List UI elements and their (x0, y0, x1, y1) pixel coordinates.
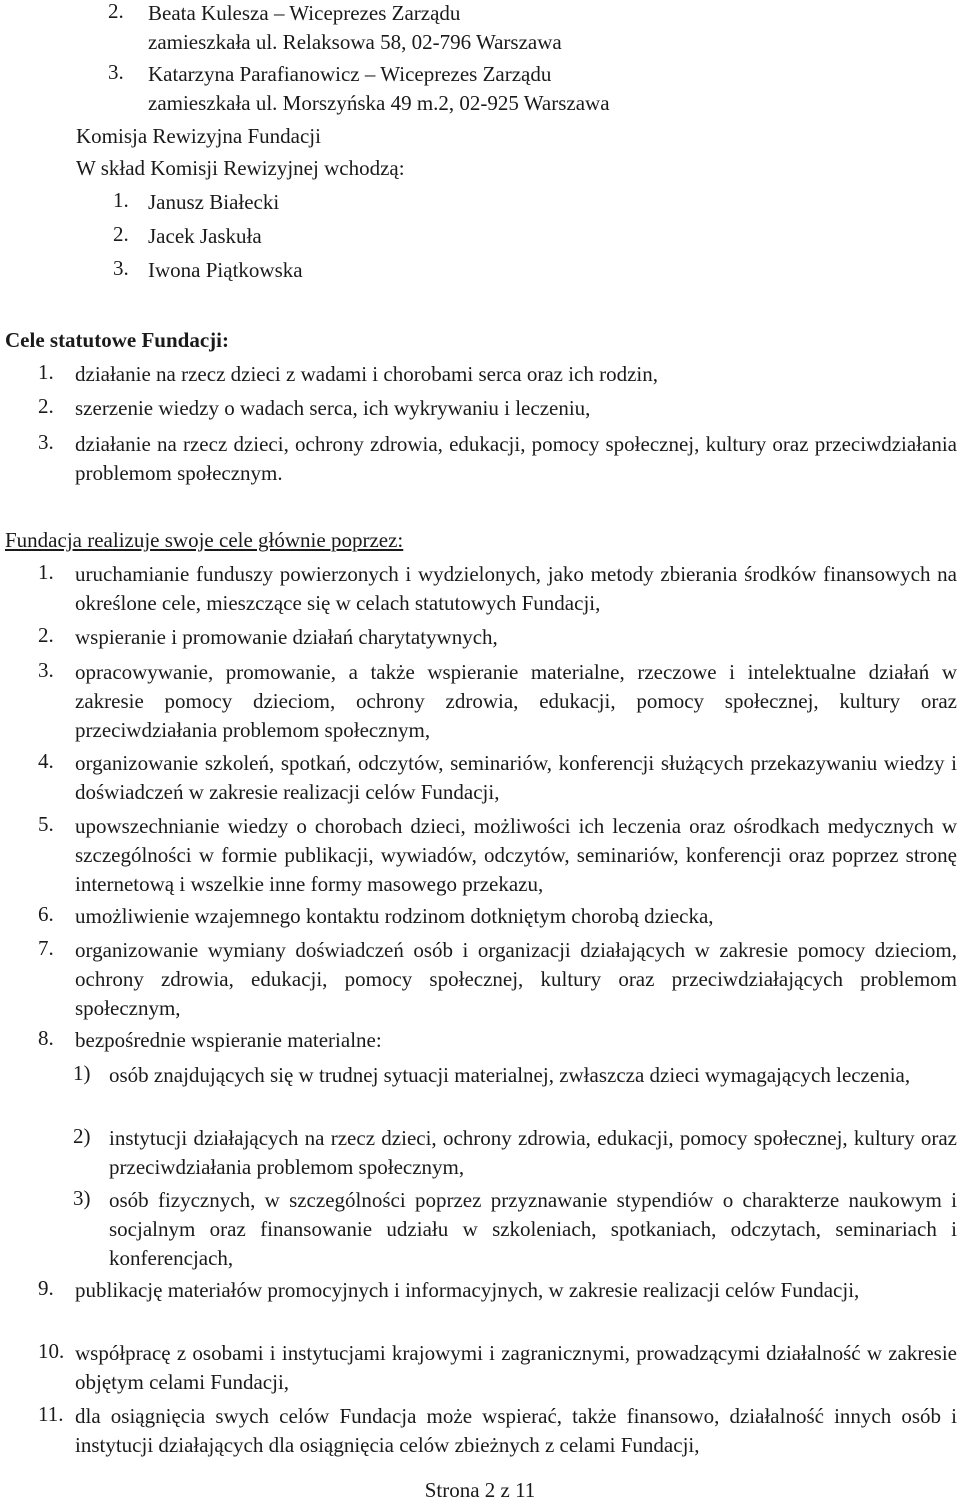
means-text: dla osiągnięcia swych celów Fundacja może wspierać, także finansowo, działalność innych osób i instytucji działających dla osiągnięcia celów zbieżnych z celami Fundacji, (75, 1404, 957, 1457)
goals-heading: Cele statutowe Fundacji: (5, 328, 229, 352)
audit-member-name: Iwona Piątkowska (148, 258, 303, 282)
means-text: upowszechnianie wiedzy o chorobach dzieci, możliwości ich leczenia oraz ośrodkach medycznych w szczególności w formie publikacji, wywiadów, odczytów, seminariów, konferencji oraz poprzez stronę internetową i wszelkie inne formy masowego przekazu, (75, 814, 957, 896)
means-text: współpracę z osobami i instytucjami krajowymi i zagranicznymi, prowadzącymi działalność w zakresie objętym celami Fundacji, (75, 1341, 957, 1394)
means-text: opracowywanie, promowanie, a także wspieranie materialne, rzeczowe i intelektualne działań w zakresie pomocy dzieciom, ochrony zdrowia, edukacji, pomocy społecznej, kultury oraz przeciwdziałania problemom społecznym, (75, 660, 957, 742)
list-number: 1. (113, 188, 129, 212)
means-heading: Fundacja realizuje swoje cele głównie poprzez: (5, 528, 404, 552)
goal-text: szerzenie wiedzy o wadach serca, ich wykrywaniu i leczeniu, (75, 396, 591, 420)
audit-committee-intro: W skład Komisji Rewizyjnej wchodzą: (76, 156, 405, 180)
list-number: 3) (73, 1186, 91, 1210)
list-number: 2. (38, 394, 54, 418)
list-number: 3. (38, 430, 54, 454)
goal-text: działanie na rzecz dzieci z wadami i chorobami serca oraz ich rodzin, (75, 362, 659, 386)
board-member-address: zamieszkała ul. Morszyńska 49 m.2, 02-925 Warszawa (148, 91, 610, 115)
list-number: 6. (38, 902, 54, 926)
board-member-name: Beata Kulesza – Wiceprezes Zarządu (148, 1, 461, 25)
list-number: 3. (113, 256, 129, 280)
goal-text: działanie na rzecz dzieci, ochrony zdrowia, edukacji, pomocy społecznej, kultury oraz przeciwdziałania problemom społecznym. (75, 432, 957, 485)
means-text: wspieranie i promowanie działań charytatywnych, (75, 625, 498, 649)
list-number: 4. (38, 749, 54, 773)
list-number: 2. (38, 623, 54, 647)
means-text: organizowanie szkoleń, spotkań, odczytów, seminariów, konferencji służących przekazywaniu wiedzy i doświadczeń w zakresie realizacji celów Fundacji, (75, 751, 957, 804)
means-text: bezpośrednie wspieranie materialne: (75, 1028, 382, 1052)
means-subtext: osób znajdujących się w trudnej sytuacji materialnej, zwłaszcza dzieci wymagających leczenia, (109, 1063, 911, 1087)
means-text: publikację materiałów promocyjnych i informacyjnych, w zakresie realizacji celów Fundacji, (75, 1278, 860, 1302)
list-number: 10. (38, 1339, 65, 1363)
list-number: 3. (108, 60, 124, 84)
list-number: 2. (113, 222, 129, 246)
means-text: uruchamianie funduszy powierzonych i wydzielonych, jako metody zbierania środków finansowych na określone cele, mieszczące się w celach statutowych Fundacji, (75, 562, 957, 615)
means-subtext: instytucji działających na rzecz dzieci, ochrony zdrowia, edukacji, pomocy społecznej, kultury oraz przeciwdziałania problemom społecznym, (109, 1126, 957, 1179)
list-number: 9. (38, 1276, 54, 1300)
list-number: 3. (38, 658, 54, 682)
board-member-name: Katarzyna Parafianowicz – Wiceprezes Zarządu (148, 62, 552, 86)
list-number: 8. (38, 1026, 54, 1050)
board-member-address: zamieszkała ul. Relaksowa 58, 02-796 Warszawa (148, 30, 562, 54)
means-text: organizowanie wymiany doświadczeń osób i organizacji działających w zakresie pomocy dzieciom, ochrony zdrowia, edukacji, pomocy społecznej, kultury oraz przeciwdziałających problemom społecznym, (75, 938, 957, 1020)
list-number: 5. (38, 812, 54, 836)
list-number: 2. (108, 0, 124, 23)
list-number: 1. (38, 360, 54, 384)
list-number: 2) (73, 1124, 91, 1148)
list-number: 11. (38, 1402, 64, 1426)
audit-member-name: Jacek Jaskuła (148, 224, 262, 248)
page-number-footer: Strona 2 z 11 (424, 1478, 536, 1502)
list-number: 7. (38, 936, 54, 960)
means-text: umożliwienie wzajemnego kontaktu rodzinom dotkniętym chorobą dziecka, (75, 904, 714, 928)
audit-member-name: Janusz Białecki (148, 190, 280, 214)
means-subtext: osób fizycznych, w szczególności poprzez przyznawanie stypendiów o charakterze naukowym i socjalnym oraz finansowanie udziału w szkoleniach, spotkaniach, odczytach, seminariach i konferencjach, (109, 1188, 957, 1270)
audit-committee-title: Komisja Rewizyjna Fundacji (76, 124, 321, 148)
list-number: 1) (73, 1061, 91, 1085)
list-number: 1. (38, 560, 54, 584)
